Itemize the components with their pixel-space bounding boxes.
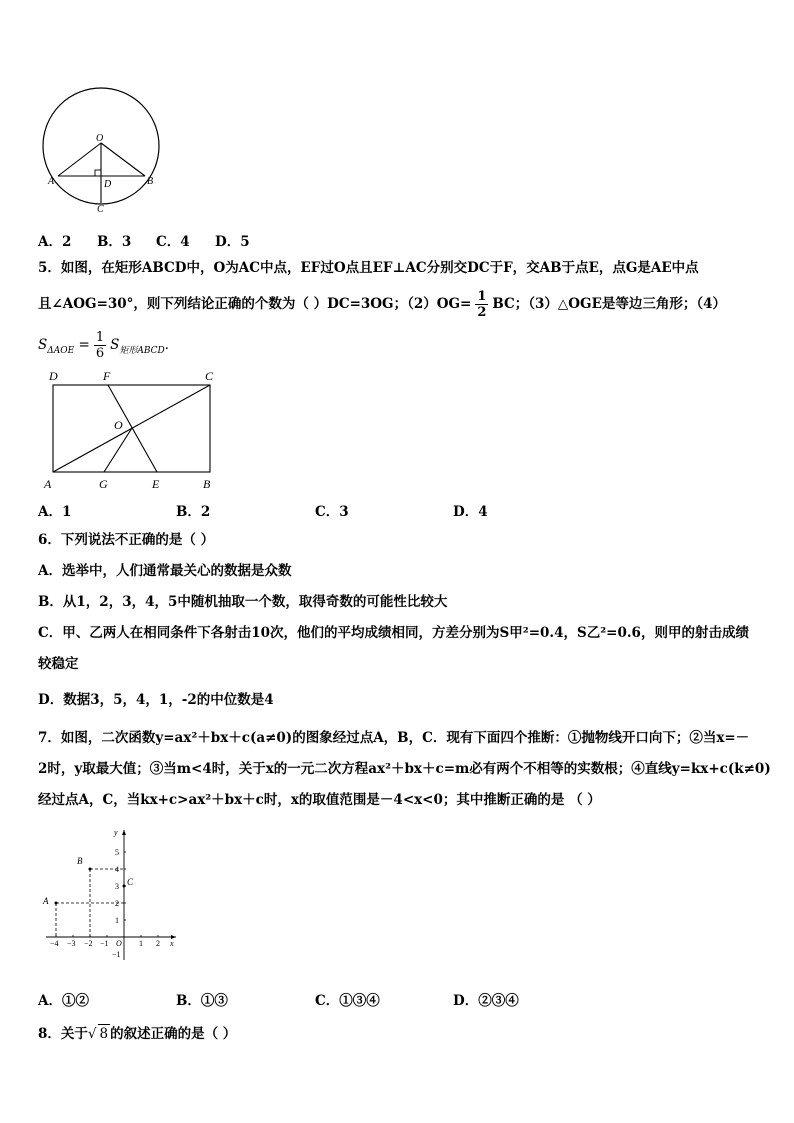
q6-stem: 6．下列说法不正确的是（ ）: [38, 532, 215, 548]
q6-option-c-line1: C．甲、乙两人在相同条件下各射击10次，他们的平均成绩相同，方差分别为S甲²=0.4，S乙²=0.6，则甲的射击成绩: [38, 625, 749, 641]
q5-fraction-half: $\frac{1}{2}$: [477, 289, 487, 320]
q5-label-f: F: [103, 369, 111, 383]
q6-option-d: D．数据3，5，4，1，-2的中位数是4: [38, 692, 274, 708]
q5-label-d: D: [49, 369, 58, 383]
q6-option-c-line2: 较稳定: [38, 656, 79, 672]
q5-stem-line2-b: BC；（3）△OGE是等边三角形；（4）: [492, 296, 727, 312]
q4-circle-figure: [38, 84, 168, 214]
q5-label-b: B: [203, 477, 211, 491]
q8-sqrt-value: 8: [99, 1026, 109, 1042]
q7-stem-line3: 经过点A，C，当kx+c>ax²＋bx＋c时，x的取值范围是－4<x<0；其中推断正确的是 （ ）: [38, 792, 601, 808]
q7-stem-line1: 7．如图，二次函数y=ax²＋bx＋c(a≠0)的图象经过点A，B，C．现有下面四个推断：①抛物线开口向下；②当x=－: [38, 730, 750, 746]
q7-ytick-4: 4: [115, 865, 119, 874]
q7-xtick-n3: −3: [67, 939, 76, 948]
q5-stem-line2: [38, 285, 726, 323]
q7-xtick-n1: −1: [100, 939, 109, 948]
q4-option-d: D．5: [215, 234, 250, 250]
q7-axis-x-label: x: [170, 939, 174, 948]
q7-point-c: C: [127, 877, 134, 887]
q7-option-a: A．①②: [38, 993, 89, 1009]
q4-option-c: C．4: [156, 234, 190, 250]
q5-label-a: A: [44, 477, 52, 491]
q8-stem-a: 8．关于: [38, 1026, 88, 1042]
q7-xtick-2: 2: [156, 939, 160, 948]
q7-point-b: B: [77, 856, 83, 866]
q7-option-d: D．②③④: [453, 993, 519, 1009]
q8-stem: 8．关于√ 8 的叙述正确的是（ ）: [38, 1026, 237, 1042]
q7-ytick-5: 5: [115, 848, 119, 857]
q5-fraction-sixth: $\frac{1}{6}$: [95, 330, 105, 361]
q7-xtick-n2: −2: [84, 939, 93, 948]
q4-label-o: O: [96, 133, 104, 144]
q5-stem-line2-a: 且∠AOG=30°，则下列结论正确的个数为（ ）DC=3OG；（2）OG=: [38, 296, 472, 312]
q5-option-a: A．1: [38, 504, 72, 520]
q5-option-c: C．3: [315, 504, 349, 520]
q8-stem-b: 的叙述正确的是（ ）: [110, 1026, 237, 1042]
q7-ytick-n1: −1: [112, 950, 121, 959]
q7-axis-y-label: y: [114, 828, 118, 837]
q7-ytick-3: 3: [115, 882, 119, 891]
q5-stem-line1: 5．如图，在矩形ABCD中，O为AC中点，EF过O点且EF⊥AC分别交DC于F，交AB于点E，点G是AE中点: [38, 260, 699, 276]
q5-label-e: E: [152, 477, 160, 491]
q6-option-b: B．从1，2，3，4，5中随机抽取一个数，取得奇数的可能性比较大: [38, 594, 448, 610]
q7-coordinate-figure: [38, 824, 183, 964]
q4-label-d: D: [104, 179, 112, 190]
q7-stem-line2: 2时，y取最大值；③当m<4时，关于x的一元二次方程ax²＋bx＋c=m必有两个不相等的实数根；④直线y=kx+c(k≠0): [38, 761, 771, 777]
q5-area-formula: $S_{\Delta AOE}$ = $\frac{1}{6}$ $S_{矩形ABCD}$．: [38, 330, 179, 361]
q7-option-b: B．①③: [176, 993, 228, 1009]
q5-option-b: B．2: [176, 504, 211, 520]
q4-label-c: C: [97, 204, 104, 214]
q7-option-c: C．①③④: [315, 993, 380, 1009]
q4-option-a: A．2: [38, 234, 72, 250]
q4-label-a: A: [48, 176, 55, 187]
q5-rectangle-figure: [40, 366, 230, 494]
q5-label-g: G: [99, 477, 108, 491]
q5-label-c: C: [205, 369, 214, 383]
q7-point-a: A: [43, 896, 49, 906]
q7-ytick-1: 1: [115, 916, 119, 925]
q7-origin-label: O: [116, 939, 122, 948]
q6-option-a: A．选举中，人们通常最关心的数据是众数: [38, 563, 292, 579]
q7-xtick-n4: −4: [50, 939, 59, 948]
q7-ytick-2: 2: [115, 899, 119, 908]
q4-label-b: B: [147, 176, 154, 187]
q5-label-o: O: [114, 418, 123, 432]
q7-xtick-1: 1: [139, 939, 143, 948]
q4-option-b: B．3: [97, 234, 132, 250]
q5-option-d: D．4: [453, 504, 488, 520]
